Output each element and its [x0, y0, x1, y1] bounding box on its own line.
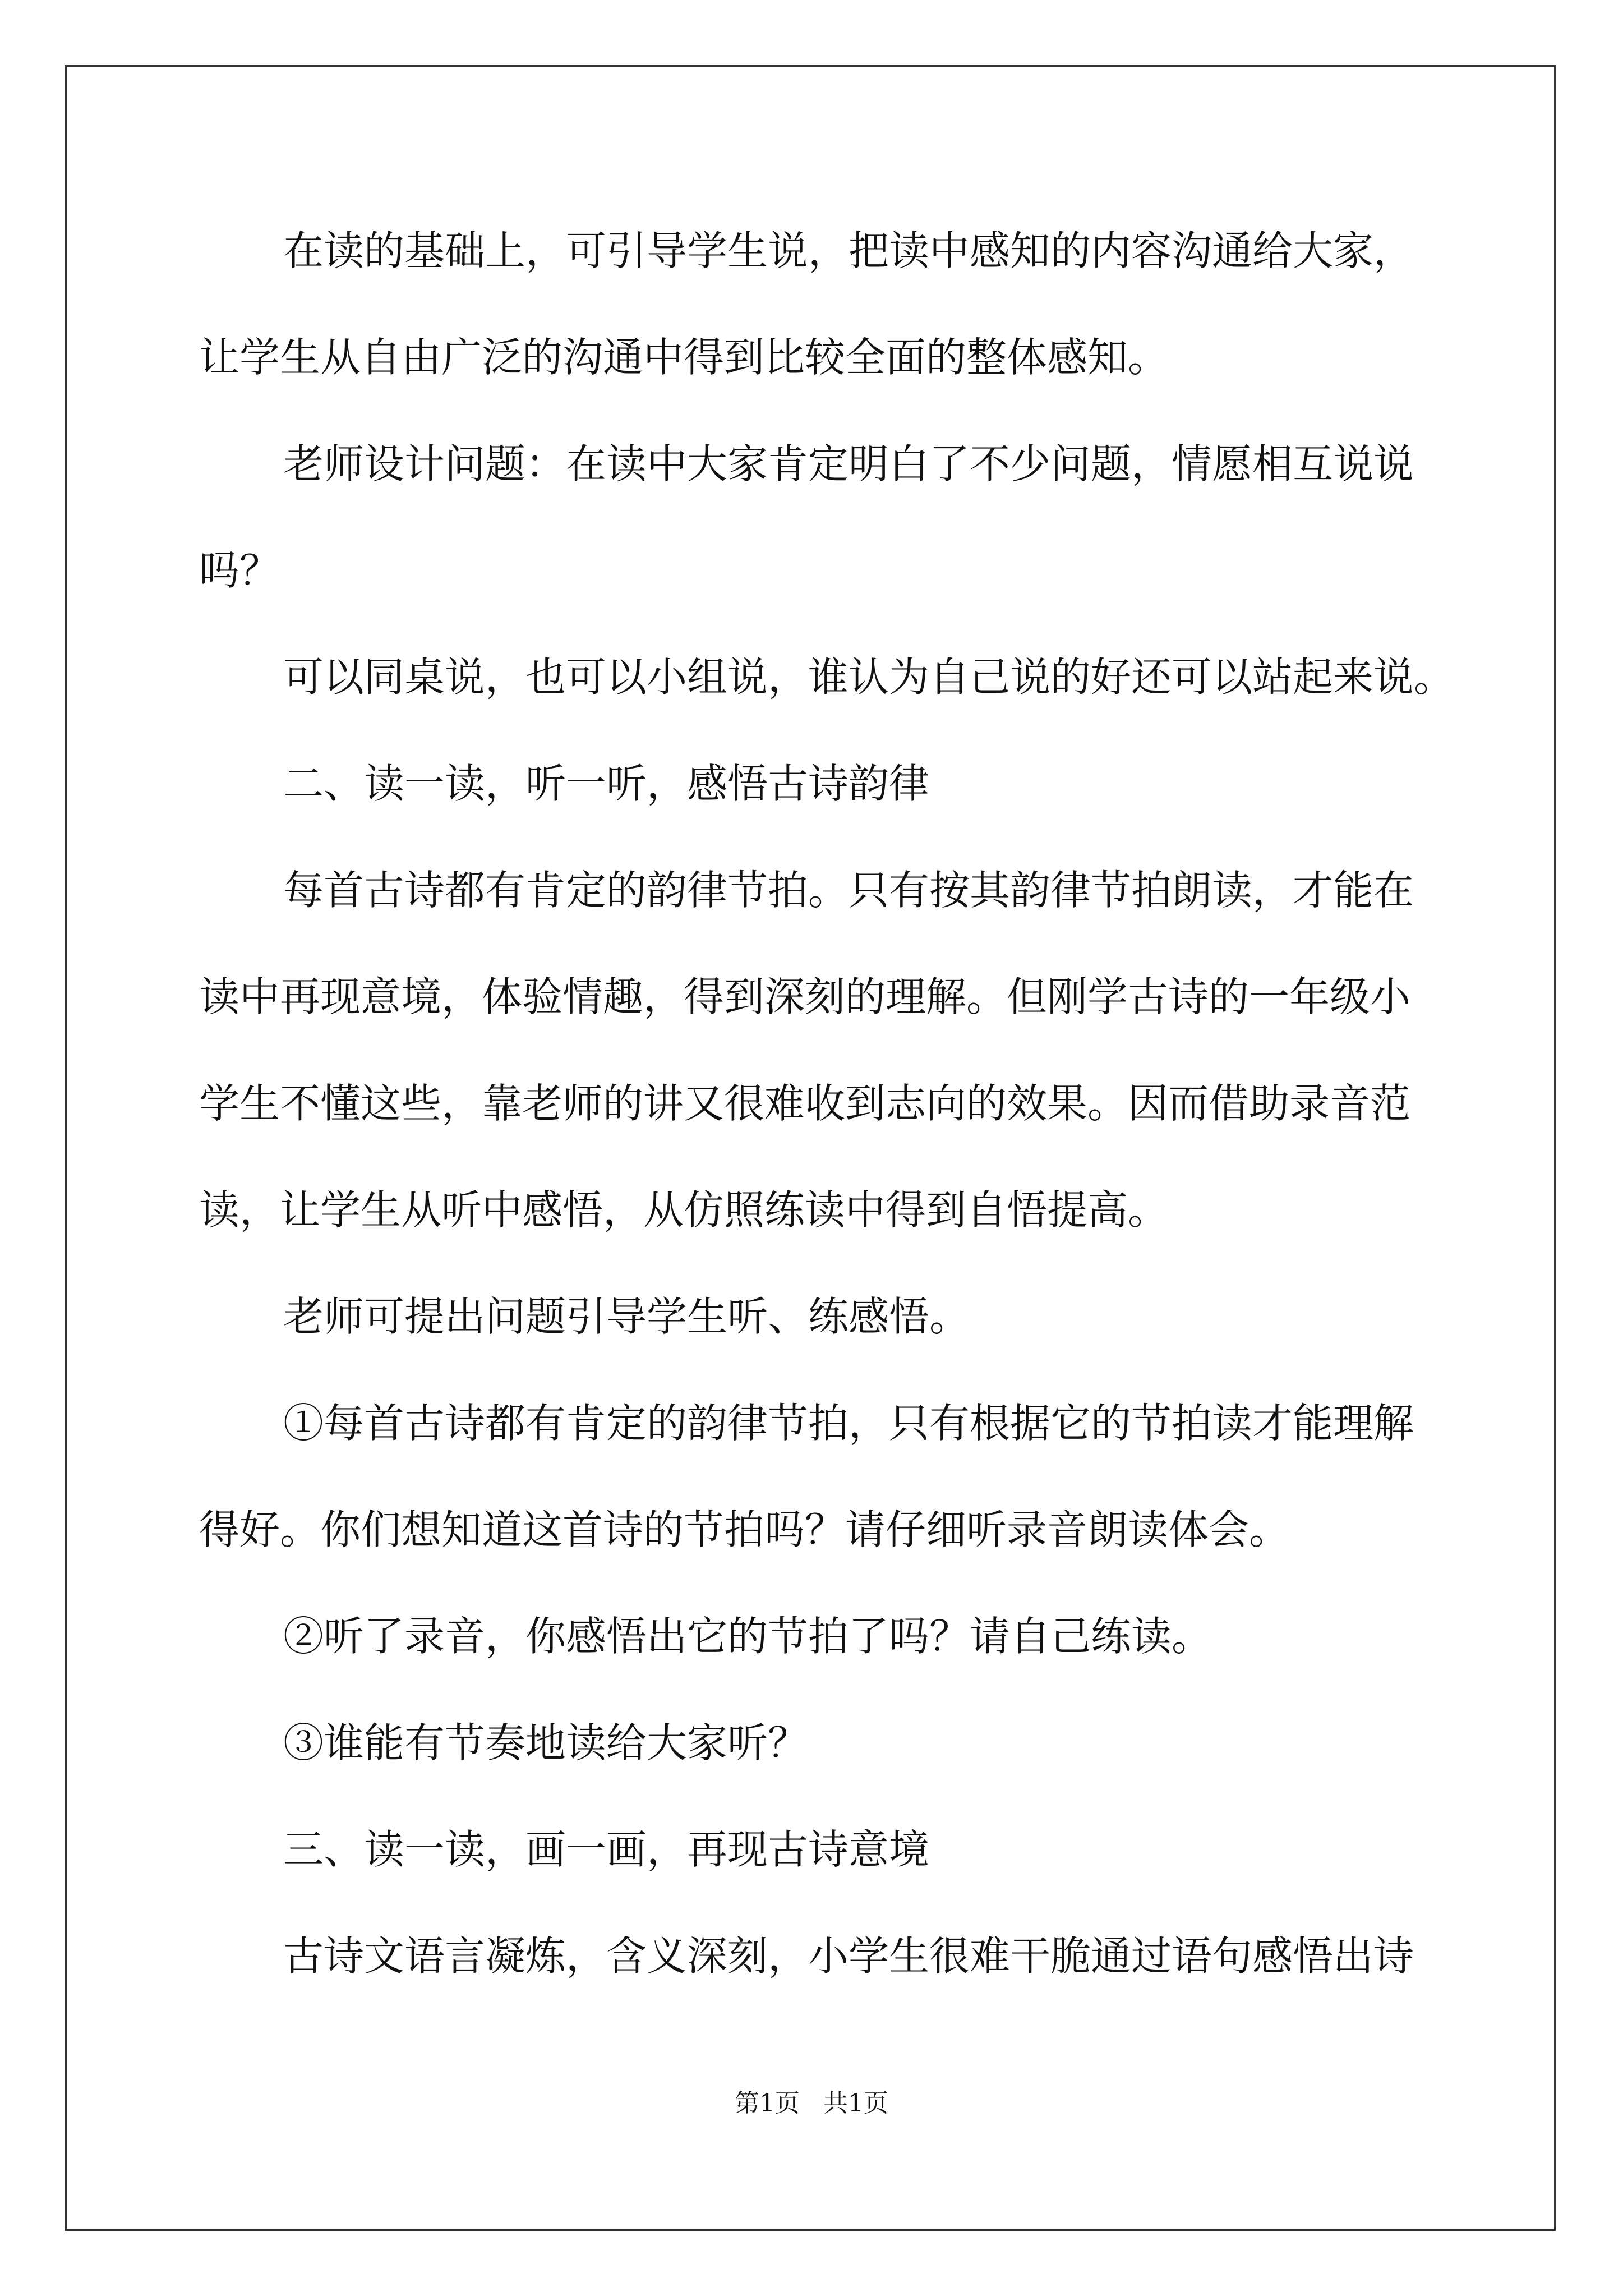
text-line: ②听了录音，你感悟出它的节拍了吗？请自己练读。 — [283, 1613, 1212, 1660]
text-line: 每首古诗都有肯定的韵律节拍。只有按其韵律节拍朗读，才能在 — [283, 867, 1414, 914]
text-line: 老师设计问题：在读中大家肯定明白了不少问题，情愿相互说说 — [283, 440, 1414, 487]
text-line: 老师可提出问题引导学生听、练感悟。 — [283, 1293, 970, 1340]
text-line: 让学生从自由广泛的沟通中得到比较全面的整体感知。 — [199, 334, 1169, 381]
text-line: 可以同桌说，也可以小组说，谁认为自己说的好还可以站起来说。 — [283, 654, 1455, 701]
text-line: 古诗文语言凝炼，含义深刻，小学生很难干脆通过语句感悟出诗 — [283, 1932, 1414, 1980]
section-heading: 二、读一读，听一听，感悟古诗韵律 — [283, 760, 930, 807]
section-heading: 三、读一读，画一画，再现古诗意境 — [283, 1826, 930, 1873]
text-line: 吗？ — [199, 547, 280, 594]
text-line: 读，让学生从听中感悟，从仿照练读中得到自悟提高。 — [199, 1186, 1169, 1234]
text-line: 得好。你们想知道这首诗的节拍吗？请仔细听录音朗读体会。 — [199, 1506, 1290, 1553]
page-number-footer: 第1页 共1页 — [735, 2089, 888, 2118]
text-line: 在读的基础上，可引导学生说，把读中感知的内容沟通给大家， — [283, 227, 1414, 274]
page-border — [65, 65, 1556, 2231]
text-line: 学生不懂这些，靠老师的讲又很难收到志向的效果。因而借助录音范 — [199, 1080, 1411, 1127]
text-line: ①每首古诗都有肯定的韵律节拍，只有根据它的节拍读才能理解 — [283, 1400, 1414, 1447]
text-line: 读中再现意境，体验情趣，得到深刻的理解。但刚学古诗的一年级小 — [199, 973, 1411, 1020]
text-line: ③谁能有节奏地读给大家听？ — [283, 1719, 809, 1766]
